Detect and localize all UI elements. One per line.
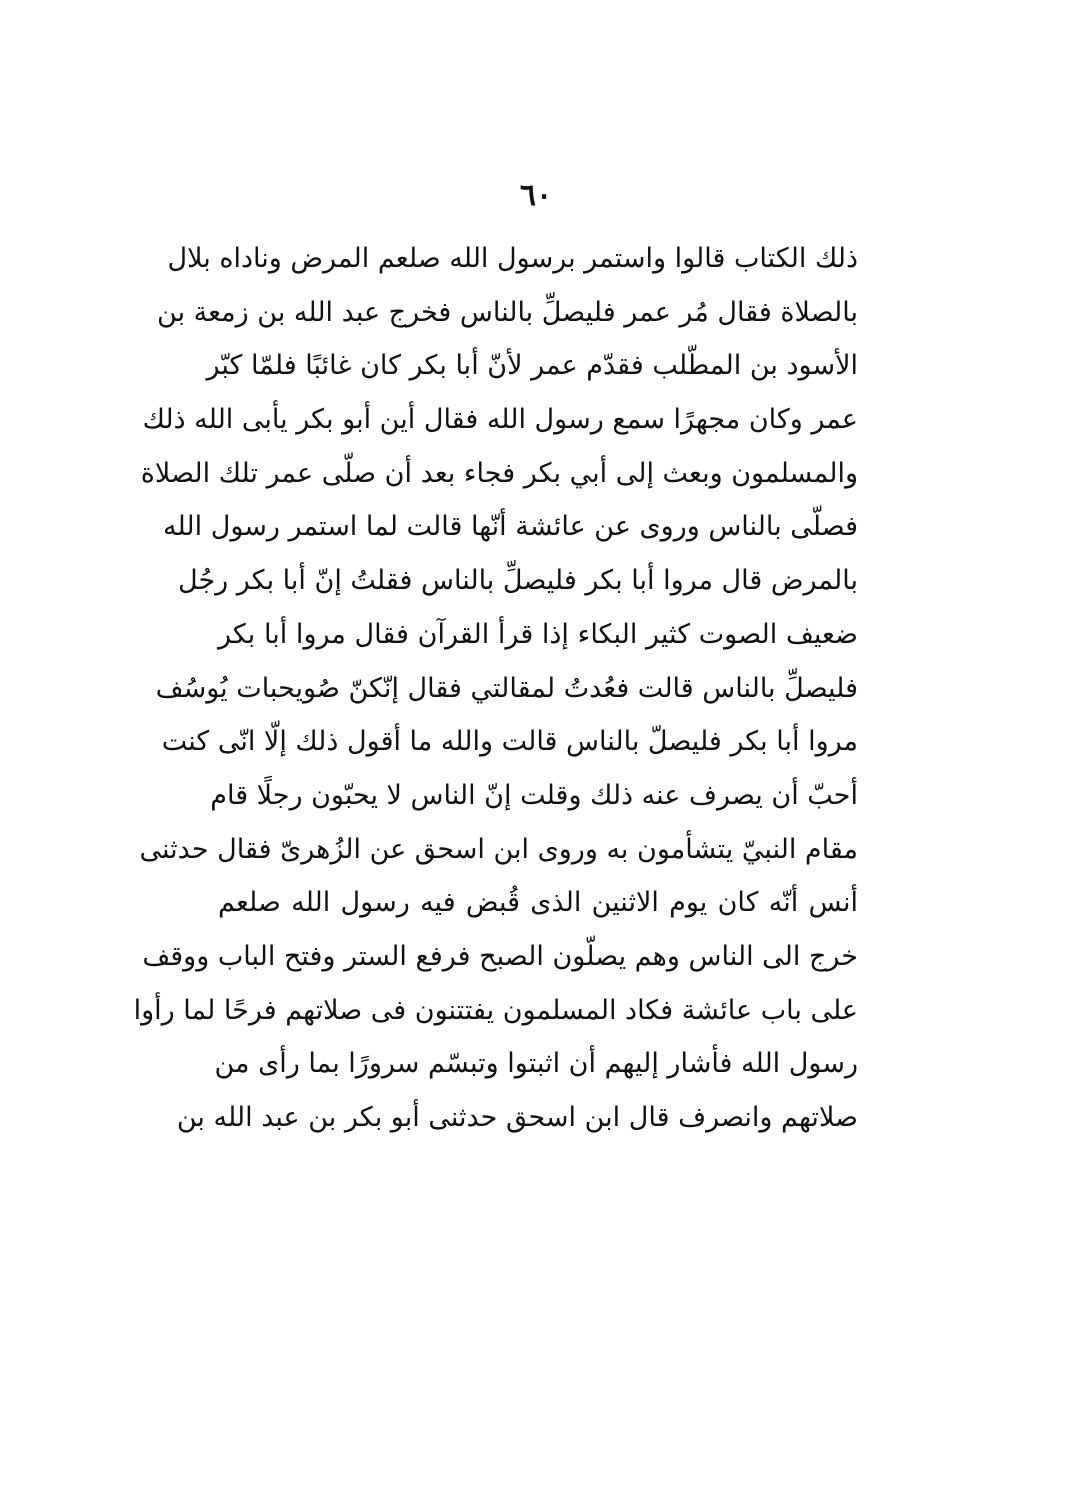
body-text [133,232,858,1145]
text-line: رسول الله فأشار إليهم أن اثبتوا وتبسّم سرورًا بما رأى من [214,1048,858,1080]
text-line: والمسلمون وبعث إلى أبي بكر فجاء بعد أن صلّى عمر تلك الصلاة [140,457,858,489]
text-line: على باب عائشة فكاد المسلمون يفتتنون فى صلاتهم فرحًا لما رأوا [133,994,858,1026]
text-line: صلاتهم وانصرف قال ابن اسحق حدثنى أبو بكر بن عبد الله بن [176,1102,858,1133]
text-line: فليصلِّ بالناس قالت فعُدتُ لمقالتي فقال إنّكنّ صُويحبات يُوسُف [155,672,858,704]
text-line: ضعيف الصوت كثير البكاء إذا قرأ القرآن فقال مروا أبا بكر [218,618,858,650]
text-line: مروا أبا بكر فليصلّ بالناس قالت والله ما أقول ذلك إلّا انّى كنت [161,726,858,758]
text-line: أنس أنّه كان يوم الاثنين الذى قُبض فيه رسول الله صلعم [218,887,858,919]
text-line: أحبّ أن يصرف عنه ذلك وقلت إنّ الناس لا يحبّون رجلًا قام [210,779,858,811]
text-line: بالمرض قال مروا أبا بكر فليصلِّ بالناس فقلتُ إنّ أبا بكر رجُل [178,565,858,597]
text-line: ذلك الكتاب قالوا واستمر برسول الله صلعم المرض وناداه بلال [167,243,858,274]
text-line: بالصلاة فقال مُر عمر فليصلِّ بالناس فخرج عبد الله بن زمعة بن [157,296,858,328]
text-line: فصلّى بالناس وروى عن عائشة أنّها قالت لما استمر رسول الله [163,511,858,543]
text-line: عمر وكان مجهرًا سمع رسول الله فقال أين أبو بكر يأبى الله ذلك [142,404,858,436]
text-line: مقام النبيّ يتشأمون به وروى ابن اسحق عن الزُهرىّ فقال حدثنى [139,833,858,865]
page-number: ٦٠ [519,178,553,213]
text-line: خرج الى الناس وهم يصلّون الصبح فرفع الستر وفتح الباب ووقف [142,940,858,972]
text-line: الأسود بن المطّلب فقدّم عمر لأنّ أبا بكر كان غائبًا فلمّا كبّر [206,350,858,382]
